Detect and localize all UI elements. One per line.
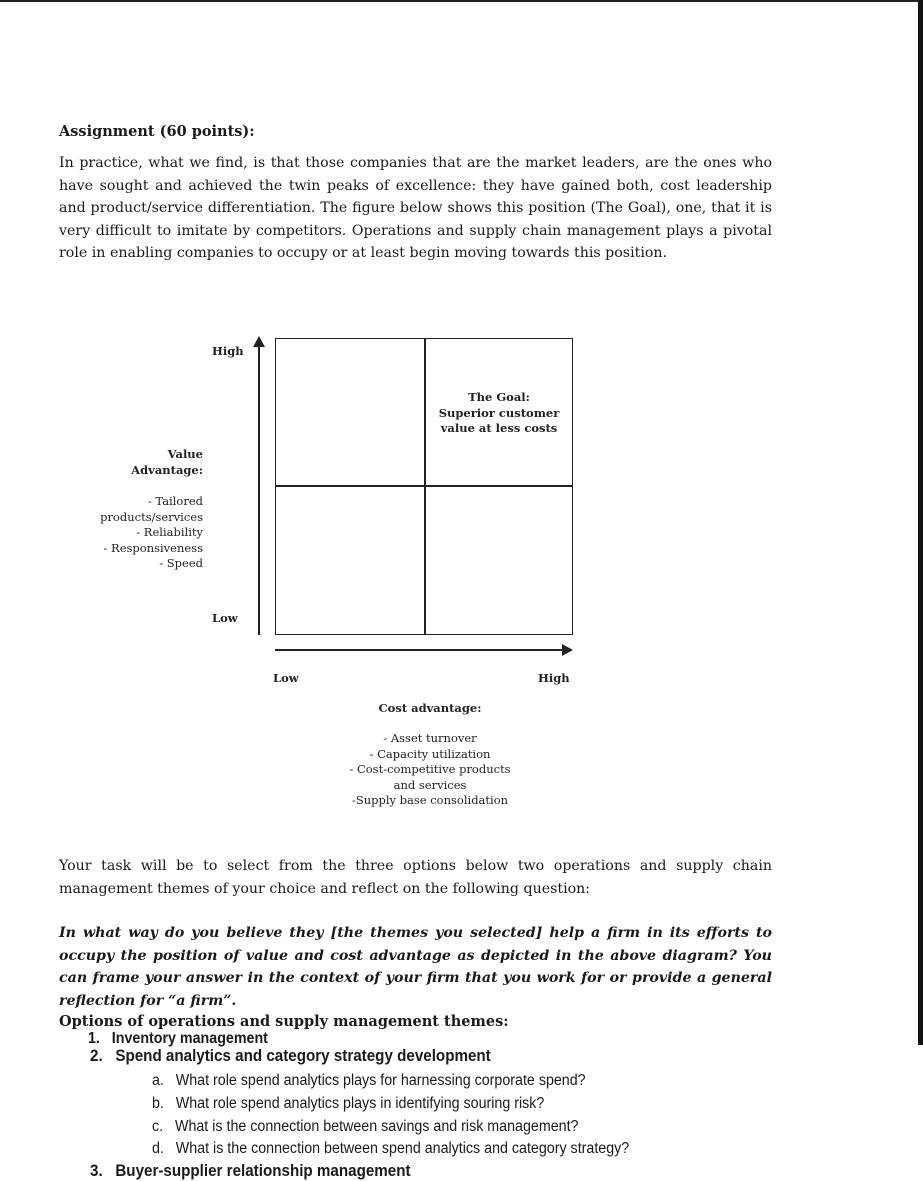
sub-text: What role spend analytics plays in identifying souring risk? — [175, 1095, 545, 1112]
option-number: 1. — [88, 1030, 100, 1047]
sub-letter: a. — [152, 1072, 164, 1089]
sub-question — [152, 1118, 578, 1136]
page-top-edge — [0, 0, 923, 2]
sub-text: What is the connection between spend analytics and category strategy? — [175, 1140, 630, 1157]
cost-item: - Cost-competitive products — [349, 762, 511, 776]
value-item: - Tailored — [147, 494, 203, 508]
cost-item: -Supply base consolidation — [351, 793, 509, 807]
cost-advantage-title: Cost advantage: — [378, 701, 482, 715]
arrow-right-icon — [562, 644, 573, 656]
grid-horizontal-divider — [275, 485, 573, 487]
y-high-label: High — [212, 344, 244, 358]
value-advantage-list — [60, 494, 203, 572]
sub-letter: c. — [152, 1118, 164, 1135]
question-paragraph: In what way do you believe they [the themes you selected] help a firm in its efforts to occupy the position of value and cost advantage as depicted in the above diagram? You can frame your answer in the context of your firm that you work for or provide a general reflection for “a firm”. — [59, 925, 772, 1009]
value-item: - Responsiveness — [103, 540, 203, 555]
sub-letter: d. — [152, 1140, 164, 1157]
cost-item: and services — [393, 777, 467, 792]
goal-label — [426, 390, 572, 437]
option-1-clipped — [88, 1030, 388, 1047]
value-item: - Speed — [159, 556, 203, 570]
page-right-edge — [918, 0, 923, 1045]
x-high-label: High — [538, 671, 570, 685]
sub-text: What role spend analytics plays for harnessing corporate spend? — [175, 1072, 586, 1089]
goal-line: Superior customer — [438, 405, 560, 420]
intro-paragraph: In practice, what we find, is that those companies that are the market leaders, are the ones who have sought and achieved the twin peaks of excellence: they have gained both, cost leadership and product/service differentiation. The figure below shows this position (The Goal), one, that it is very difficult to imitate by competitors. Operations and supply chain management plays a pivotal role in enabling companies to occupy or at least begin moving towards this position. — [59, 155, 772, 261]
goal-line: value at less costs — [440, 421, 558, 435]
y-low-label: Low — [212, 611, 238, 625]
cost-advantage-list — [310, 731, 550, 809]
y-axis-arrow — [258, 345, 260, 635]
options-title: Options of operations and supply management themes: — [59, 1013, 509, 1030]
value-advantage-title — [80, 447, 203, 478]
x-low-label: Low — [273, 671, 299, 685]
sub-question — [152, 1072, 586, 1090]
option-label: Inventory management — [111, 1030, 268, 1047]
cost-item: - Asset turnover — [383, 731, 477, 745]
x-axis-arrow — [275, 649, 565, 651]
option-number: 3. — [90, 1162, 103, 1180]
cost-item: - Capacity utilization — [369, 746, 491, 761]
grid-vertical-divider — [424, 338, 426, 635]
option-label: Buyer-supplier relationship management — [115, 1162, 411, 1180]
value-title-line: Advantage: — [131, 462, 203, 477]
goal-line: The Goal: — [468, 390, 530, 404]
sub-text: What is the connection between savings and risk management? — [174, 1118, 579, 1135]
option-1 — [88, 1030, 268, 1048]
option-3 — [90, 1162, 411, 1181]
assignment-title: Assignment (60 points): — [59, 123, 255, 140]
value-title-line: Value — [167, 447, 203, 461]
option-2 — [90, 1047, 491, 1066]
option-label: Spend analytics and category strategy development — [115, 1047, 491, 1065]
sub-letter: b. — [152, 1095, 164, 1112]
value-item: products/services — [100, 509, 203, 524]
task-paragraph: Your task will be to select from the three options below two operations and supply chain management themes of your choice and reflect on the following question: — [59, 858, 772, 897]
sub-question — [152, 1095, 544, 1113]
sub-question — [152, 1140, 629, 1158]
option-number: 2. — [90, 1047, 103, 1065]
value-item: - Reliability — [136, 525, 203, 539]
arrow-up-icon — [253, 336, 265, 347]
